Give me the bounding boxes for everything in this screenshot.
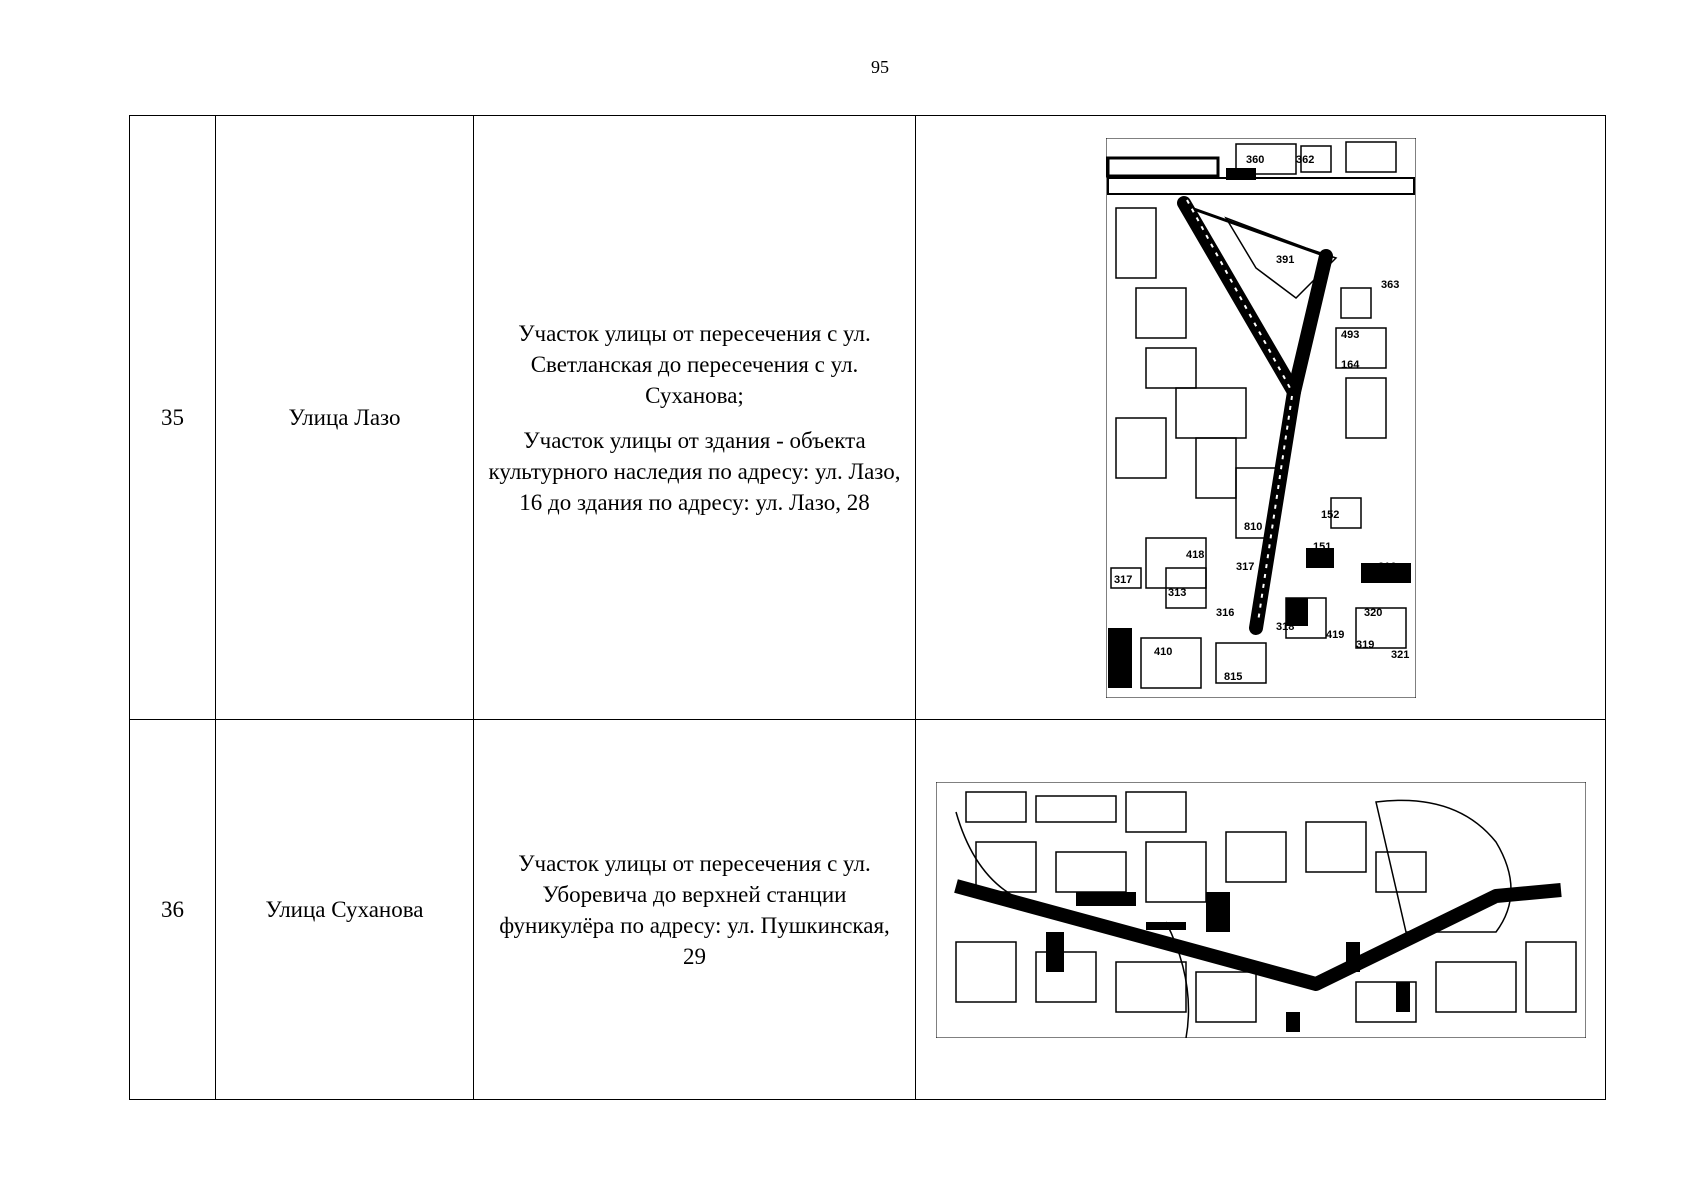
map-cell	[916, 116, 1606, 720]
parcel-label: 320	[1363, 606, 1382, 619]
table-row	[130, 720, 1606, 1100]
page-number: 95	[871, 57, 889, 77]
parcel-label: 316	[1215, 606, 1234, 619]
table-row	[130, 116, 1606, 720]
parcel-label: 321	[1390, 648, 1409, 661]
parcel-label: 151	[1312, 540, 1331, 553]
parcel-label: 360	[1245, 153, 1264, 166]
parcel-label: 318	[1275, 620, 1294, 633]
row-number: 35	[130, 116, 216, 720]
parcel-label: 313	[1167, 586, 1186, 599]
parcel-label: 319	[1355, 638, 1374, 651]
map-cell	[916, 720, 1606, 1100]
parcel-label: 363	[1380, 278, 1399, 291]
description-paragraph: Участок улицы от пересечения с ул. Светланская до пересечения с ул. Суханова;	[518, 320, 871, 408]
streets-table	[129, 115, 1606, 1100]
parcel-label: 418	[1185, 548, 1204, 561]
section-description	[474, 720, 916, 1100]
description-paragraph: Участок улицы от пересечения с ул. Уборевича до верхней станции фуникулёра по адресу: ул. Пушкинская, 29	[499, 850, 890, 969]
parcel-label: 493	[1340, 328, 1359, 341]
parcel-label: 164	[1340, 358, 1359, 371]
street-map-sukhanova	[936, 782, 1586, 1038]
street-map-lazo	[1106, 138, 1416, 698]
parcel-label: 410	[1153, 645, 1172, 658]
parcel-label: 815	[1223, 670, 1242, 683]
parcel-label: 152	[1320, 508, 1339, 521]
parcel-label: 317	[1113, 573, 1132, 586]
street-name: Улица Суханова	[216, 720, 474, 1100]
parcel-label: 362	[1295, 153, 1314, 166]
description-paragraph: Участок улицы от здания - объекта культурного наследия по адресу: ул. Лазо, 16 до здания по адресу: ул. Лазо, 28	[488, 427, 901, 515]
parcel-label: 317	[1235, 560, 1254, 573]
street-name: Улица Лазо	[216, 116, 474, 720]
row-number: 36	[130, 720, 216, 1100]
parcel-label: 419	[1325, 628, 1344, 641]
section-description	[474, 116, 916, 720]
parcel-label: 216	[1377, 560, 1396, 573]
parcel-label: 391	[1275, 253, 1294, 266]
parcel-label: 810	[1243, 520, 1262, 533]
